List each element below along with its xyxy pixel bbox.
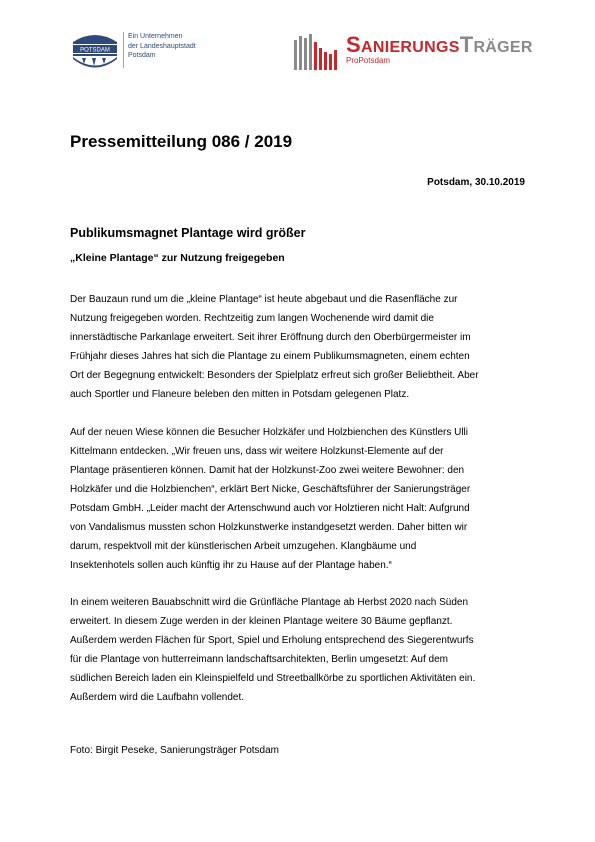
paragraph-line: erweitert. In diesem Zuge werden in der kleinen Plantage weitere 30 Bäume gepflanzt.	[70, 616, 453, 627]
paragraph-line: Insektenhotels sollen auch künftig ihr zu Hause auf der Plantage haben.“	[70, 560, 392, 571]
paragraph-line: von Vandalismus mussten schon Holzkunstwerke instandgesetzt werden. Daher bitten wir	[70, 522, 468, 533]
article-title: Publikumsmagnet Plantage wird größer	[70, 226, 306, 240]
potsdam-logo-line: Ein Unternehmen	[128, 33, 183, 40]
paragraph-line: Holzkäfer und die Holzbienchen“, erklärt Bert Nicke, Geschäftsführer der Sanierungsträger	[70, 484, 471, 495]
potsdam-logo	[70, 32, 220, 72]
paragraph-2	[70, 423, 530, 575]
sanierungstraeger-logo	[294, 32, 564, 74]
article-subtitle: „Kleine Plantage“ zur Nutzung freigegeben	[70, 252, 285, 264]
brand-name-rest-1: ANIERUNGS	[360, 39, 460, 56]
building-bars-icon	[294, 34, 338, 70]
paragraph-line: südlichen Bereich laden ein Kleinspielfeld und Streetballkörbe zu sportlichen Aktivitäten ein.	[70, 673, 476, 684]
paragraph-line: Potsdam GmbH. „Leider macht der Artenschwund auch vor Holztieren nicht Halt: Aufgrund	[70, 503, 470, 514]
paragraph-line: innerstädtische Parkanlage erweitert. Seit ihrer Eröffnung durch den Oberbürgermeister im	[70, 332, 471, 343]
paragraph-3	[70, 593, 530, 707]
dateline: Potsdam, 30.10.2019	[427, 177, 525, 188]
potsdam-logo-text	[128, 32, 196, 61]
brand-name	[346, 32, 533, 58]
potsdam-emblem-icon	[70, 32, 120, 70]
paragraph-line: darum, respektvoll mit der künstlerischen Arbeit umzugehen. Klangbäume und	[70, 541, 417, 552]
logo-divider	[123, 32, 124, 68]
paragraph-line: Der Bauzaun rund um die „kleine Plantage“ ist heute abgebaut und die Rasenfläche zur	[70, 294, 458, 305]
photo-credit: Foto: Birgit Peseke, Sanierungsträger Potsdam	[70, 745, 279, 756]
paragraph-1	[70, 290, 530, 404]
paragraph-line: Frühjahr dieses Jahres hat sich die Plantage zu einem Publikumsmagneten, einem echten	[70, 351, 470, 362]
paragraph-line: Außerdem wird die Laufbahn vollendet.	[70, 692, 244, 703]
paragraph-line: für die Plantage von hutterreimann landschaftsarchitekten, Berlin umgesetzt: Auf dem	[70, 654, 448, 665]
brand-name-rest-2: RÄGER	[473, 39, 533, 56]
brand-name-initial-2: T	[459, 32, 474, 57]
paragraph-line: Außerdem werden Flächen für Sport, Spiel und Erholung entsprechend des Siegerentwurfs	[70, 635, 474, 646]
paragraph-line: Ort der Begegnung entwickelt: Besonders der Spielplatz erfreut sich großer Beliebtheit. Aber	[70, 370, 479, 381]
brand-tagline: ProPotsdam	[346, 56, 391, 65]
paragraph-line: Plantage präsentieren können. Damit hat der Holzkunst-Zoo zwei weitere Bewohner: den	[70, 465, 465, 476]
paragraph-line: auch Sportler und Flaneure beleben den mitten in Potsdam gelegenen Platz.	[70, 389, 410, 400]
paragraph-line: In einem weiteren Bauabschnitt wird die Grünfläche Plantage ab Herbst 2020 nach Süden	[70, 597, 469, 608]
potsdam-logo-line: Potsdam	[128, 52, 156, 59]
potsdam-logo-line: der Landeshauptstadt	[128, 42, 196, 50]
svg-text:POTSDAM: POTSDAM	[80, 47, 110, 54]
paragraph-line: Nutzung freigegeben worden. Rechtzeitig zum langen Wochenende wird damit die	[70, 313, 434, 324]
paragraph-line: Kittelmann entdecken. „Wir freuen uns, dass wir weitere Holzkunst-Elemente auf der	[70, 446, 444, 457]
paragraph-line: Auf der neuen Wiese können die Besucher Holzkäfer und Holzbienchen des Künstlers Ulli	[70, 427, 469, 438]
brand-name-initial-1: S	[346, 32, 361, 57]
press-release-headline: Pressemitteilung 086 / 2019	[70, 132, 293, 151]
